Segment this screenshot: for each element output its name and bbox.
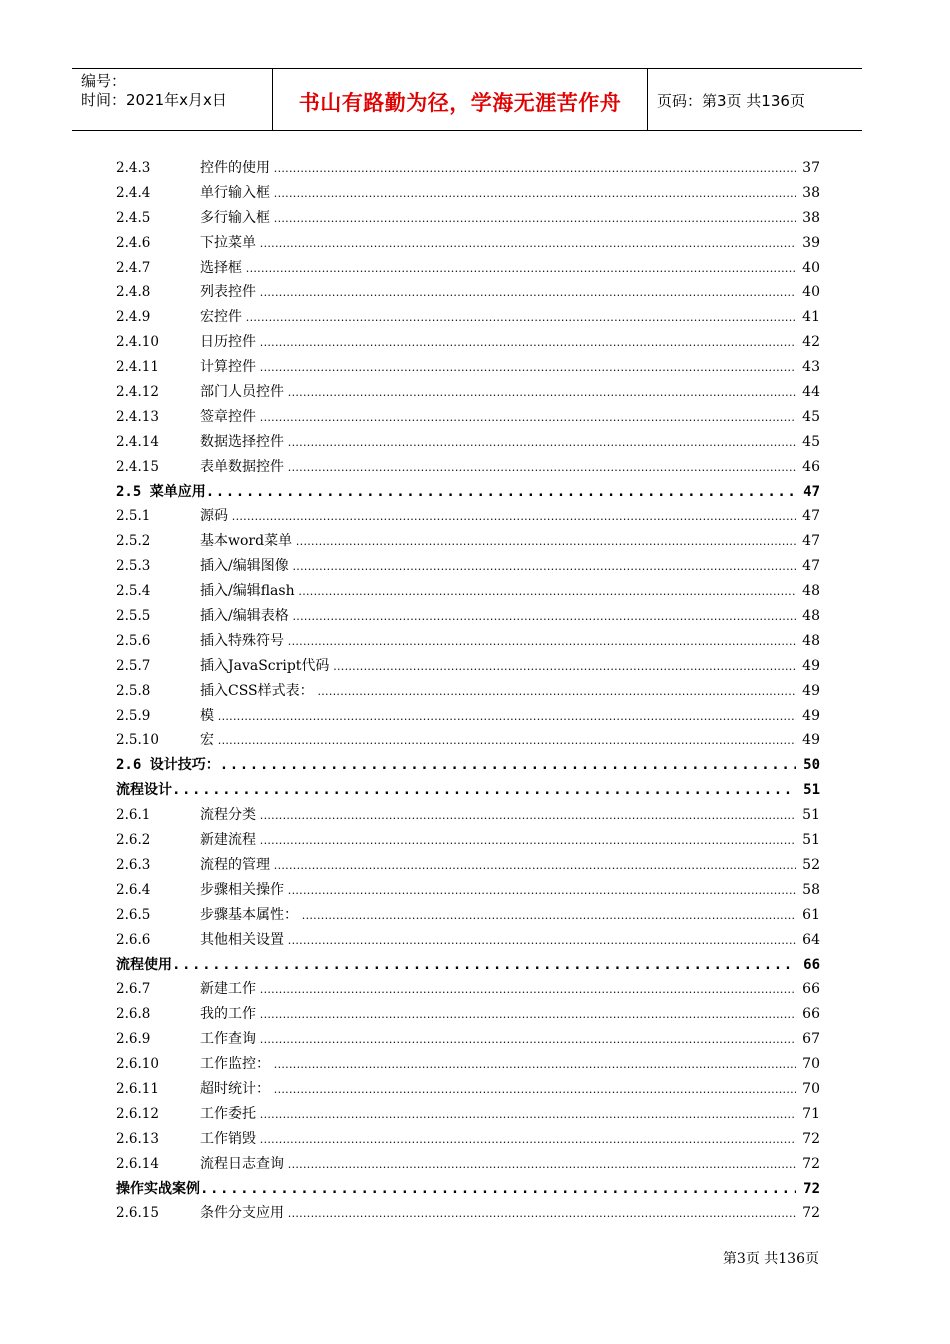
toc-entry-page: 44 [800,380,820,405]
toc-entry[interactable] [116,903,820,928]
page-header [72,68,862,131]
toc-entry-page: 70 [800,1052,820,1077]
toc-entry-label: 数据选择控件 ..... [200,430,796,456]
toc-entry-page: 47 [800,504,820,529]
toc-entry-page: 46 [800,455,820,480]
toc-entry-label: 工作销毁 ..... [200,1127,796,1153]
toc-entry-number: 2.6.7 [116,981,151,998]
toc-entry-label: 表单数据控件 ..... [200,455,796,481]
toc-entry[interactable] [116,629,820,654]
toc-entry-number: 2.6.10 [116,1056,159,1073]
toc-entry[interactable] [116,1102,820,1127]
toc-entry-page: 72 [800,1127,820,1152]
toc-entry-number: 2.6.4 [116,881,151,898]
toc-entry-page: 49 [800,679,820,704]
toc-entry-number: 2.6.6 [116,931,151,948]
toc-entry-page: 45 [800,430,820,455]
toc-entry-label: 新建流程 ..... [200,828,796,854]
toc-entry-page: 49 [800,654,820,679]
toc-entry-label: 超时统计： ..... [200,1077,796,1103]
toc-entry-label: 日历控件 ..... [200,330,796,356]
toc-entry-number: 2.5.5 [116,608,151,625]
toc-entry[interactable] [116,704,820,729]
toc-entry[interactable] [116,1177,820,1202]
toc-entry-page: 47 [801,480,820,505]
toc-entry-page: 58 [800,878,820,903]
toc-entry-label: 插入/编辑图像 ..... [200,554,796,580]
toc-entry-page: 43 [800,355,820,380]
toc-entry-page: 49 [800,728,820,753]
toc-entry-page: 42 [800,330,820,355]
toc-entry[interactable] [116,380,820,405]
toc-entry-number: 2.6.14 [116,1155,159,1172]
toc-entry-number: 2.5.3 [116,558,151,575]
toc-entry-label: 工作查询 ..... [200,1027,796,1053]
toc-entry[interactable] [116,1002,820,1027]
toc-entry-label: 宏控件 ..... [200,305,796,331]
toc-entry-number: 2.4.5 [116,209,151,226]
toc-entry-label: 模 ..... [200,704,796,730]
toc-entry-page: 40 [800,280,820,305]
toc-entry-label: 插入特殊符号 ..... [200,629,796,655]
toc-entry-number: 2.6.13 [116,1130,159,1147]
toc-entry-page: 71 [800,1102,820,1127]
toc-entry-number: 2.5.6 [116,632,151,649]
toc-entry-page: 40 [800,256,820,281]
toc-entry-number: 2.6.3 [116,856,151,873]
toc-entry[interactable] [116,1201,820,1226]
toc-entry[interactable] [116,579,820,604]
toc-entry[interactable] [116,828,820,853]
toc-entry[interactable] [116,853,820,878]
toc-entry-label: 控件的使用 ..... [200,156,796,182]
toc-entry[interactable] [116,181,820,206]
toc-entry-label: 插入/编辑flash ..... [200,579,796,605]
toc-entry-label: 宏 ..... [200,728,796,754]
toc-entry[interactable] [116,1127,820,1152]
toc-entry-page: 66 [801,953,820,978]
toc-entry-number: 2.4.7 [116,259,151,276]
time-label: 时间：2021年x月x日 [81,91,227,109]
toc-entry-number: 2.4.11 [116,359,159,376]
header-meta-cell [72,69,272,130]
toc-entry[interactable] [116,231,820,256]
toc-entry[interactable] [116,977,820,1002]
toc-entry-number: 2.4.14 [116,433,159,450]
toc-entry-number: 2.6.5 [116,906,151,923]
toc-entry-page: 61 [800,903,820,928]
toc-entry-label: 列表控件 ..... [200,280,796,306]
toc-entry-number: 2.4.6 [116,234,151,251]
toc-entry-label: 源码 ..... [200,504,796,530]
toc-entry-page: 72 [800,1201,820,1226]
toc-entry-label: 插入/编辑表格 ..... [200,604,796,630]
toc-entry-label: 插入JavaScript代码 ..... [200,654,796,680]
toc-entry-label: 下拉菜单 ..... [200,231,796,257]
toc-entry-label: 单行输入框 ..... [200,181,796,207]
toc-entry-label: 选择框 ..... [200,256,796,282]
toc-entry[interactable] [116,529,820,554]
toc-entry-number: 2.5.9 [116,707,151,724]
toc-entry-page: 64 [800,928,820,953]
toc-entry[interactable] [116,156,820,181]
toc-entry[interactable] [116,480,820,505]
toc-entry[interactable] [116,928,820,953]
toc-entry-number: 2.4.13 [116,408,159,425]
toc-entry[interactable] [116,405,820,430]
toc-entry-number: 2.6.11 [116,1080,159,1097]
toc-entry-page: 51 [800,828,820,853]
toc-entry-page: 49 [800,704,820,729]
motto-text: 书山有路勤为径，学海无涯苦作舟 [298,91,622,115]
toc-entry[interactable] [116,330,820,355]
footer-page-number: 第3页 共136页 [722,1251,819,1267]
toc-entry-label: 2.5 菜单应用 ..... [116,480,796,505]
toc-entry-number: 2.5.10 [116,732,159,749]
toc-entry-label: 步骤基本属性： ..... [200,903,796,929]
toc-entry-page: 48 [800,604,820,629]
toc-entry-page: 37 [800,156,820,181]
toc-entry[interactable] [116,554,820,579]
toc-entry-page: 50 [801,753,820,778]
toc-entry-number: 2.6.15 [116,1205,159,1222]
toc-entry-label: 流程的管理 ..... [200,853,796,879]
toc-entry-number: 2.4.3 [116,160,151,176]
toc-entry-page: 51 [800,803,820,828]
toc-entry-number: 2.6.2 [116,832,151,849]
toc-entry[interactable] [116,604,820,629]
toc-entry-number: 2.6.8 [116,1006,151,1023]
toc-entry[interactable] [116,430,820,455]
toc-entry[interactable] [116,1077,820,1102]
toc-entry-label: 流程设计 ..... [116,778,796,803]
toc-entry[interactable] [116,953,820,978]
toc-entry-page: 39 [800,231,820,256]
toc-entry-label: 步骤相关操作 ..... [200,878,796,904]
toc-entry-label: 流程分类 ..... [200,803,796,829]
toc-entry-label: 新建工作 ..... [200,977,796,1003]
toc-entry-label: 基本word菜单 ..... [200,529,796,555]
toc-entry-page: 38 [800,206,820,231]
toc-entry-page: 48 [800,629,820,654]
toc-entry-number: 2.5.8 [116,682,151,699]
toc-entry-label: 操作实战案例 ..... [116,1177,796,1202]
toc-entry[interactable] [116,256,820,281]
toc-entry-number: 2.6.9 [116,1031,151,1048]
toc-entry[interactable] [116,455,820,480]
toc-entry-number: 2.6.1 [116,807,151,824]
toc-entry-label: 多行输入框 ..... [200,206,796,232]
toc-entry-page: 48 [800,579,820,604]
number-label: 编号： [81,72,127,90]
toc-entry[interactable] [116,280,820,305]
toc-entry-number: 2.4.12 [116,384,159,401]
toc-entry-label: 计算控件 ..... [200,355,796,381]
toc-entry-page: 51 [801,778,820,803]
toc-entry[interactable] [116,305,820,330]
toc-entry-number: 2.4.10 [116,334,159,351]
toc-entry-page: 72 [801,1177,820,1202]
toc-entry[interactable] [116,504,820,529]
toc-entry[interactable] [116,679,820,704]
toc-entry-page: 47 [800,554,820,579]
toc-entry-number: 2.4.15 [116,458,159,475]
header-page-cell [647,69,862,130]
toc-entry-page: 70 [800,1077,820,1102]
header-page-info: 页码：第3页 共136页 [657,92,805,110]
toc-entry-page: 52 [800,853,820,878]
toc-entry[interactable] [116,206,820,231]
toc-entry-number: 2.5.1 [116,508,151,525]
toc-entry[interactable] [116,803,820,828]
toc-entry[interactable] [116,1027,820,1052]
toc-entry-page: 38 [800,181,820,206]
toc-entry[interactable] [116,1052,820,1077]
toc-entry-page: 66 [800,1002,820,1027]
toc-entry-number: 2.5.7 [116,657,151,674]
toc-entry-label: 其他相关设置 ..... [200,928,796,954]
toc-entry-label: 工作委托 ..... [200,1102,796,1128]
toc-entry-label: 部门人员控件 ..... [200,380,796,406]
toc-entry-label: 我的工作 ..... [200,1002,796,1028]
toc-entry-number: 2.5.2 [116,533,151,550]
toc-entry-page: 41 [800,305,820,330]
toc-entry-number: 2.6.12 [116,1105,159,1122]
toc-entry-page: 66 [800,977,820,1002]
toc-entry-label: 流程使用 ..... [116,953,796,978]
toc-entry-page: 47 [800,529,820,554]
toc-entry-number: 2.4.9 [116,309,151,326]
toc-entry-page: 45 [800,405,820,430]
toc-entry-label: 工作监控： ..... [200,1052,796,1078]
toc-entry[interactable] [116,753,820,778]
toc-entry[interactable] [116,1152,820,1177]
toc-entry[interactable] [116,654,820,679]
toc-entry-number: 2.5.4 [116,583,151,600]
toc-entry-page: 72 [800,1152,820,1177]
toc-entry[interactable] [116,878,820,903]
header-motto-cell [272,69,648,130]
toc-entry-number: 2.4.4 [116,184,151,201]
toc-entry-number: 2.4.8 [116,284,151,301]
toc-entry-label: 签章控件 ..... [200,405,796,431]
toc-entry[interactable] [116,728,820,753]
toc-entry-label: 条件分支应用 ..... [200,1201,796,1227]
toc-entry[interactable] [116,355,820,380]
toc-entry-label: 2.6 设计技巧： ..... [116,753,796,778]
toc-entry[interactable] [116,778,820,803]
toc-entry-label: 流程日志查询 ..... [200,1152,796,1178]
toc-entry-page: 67 [800,1027,820,1052]
table-of-contents [116,156,820,1226]
toc-entry-label: 插入CSS样式表： ..... [200,679,796,705]
